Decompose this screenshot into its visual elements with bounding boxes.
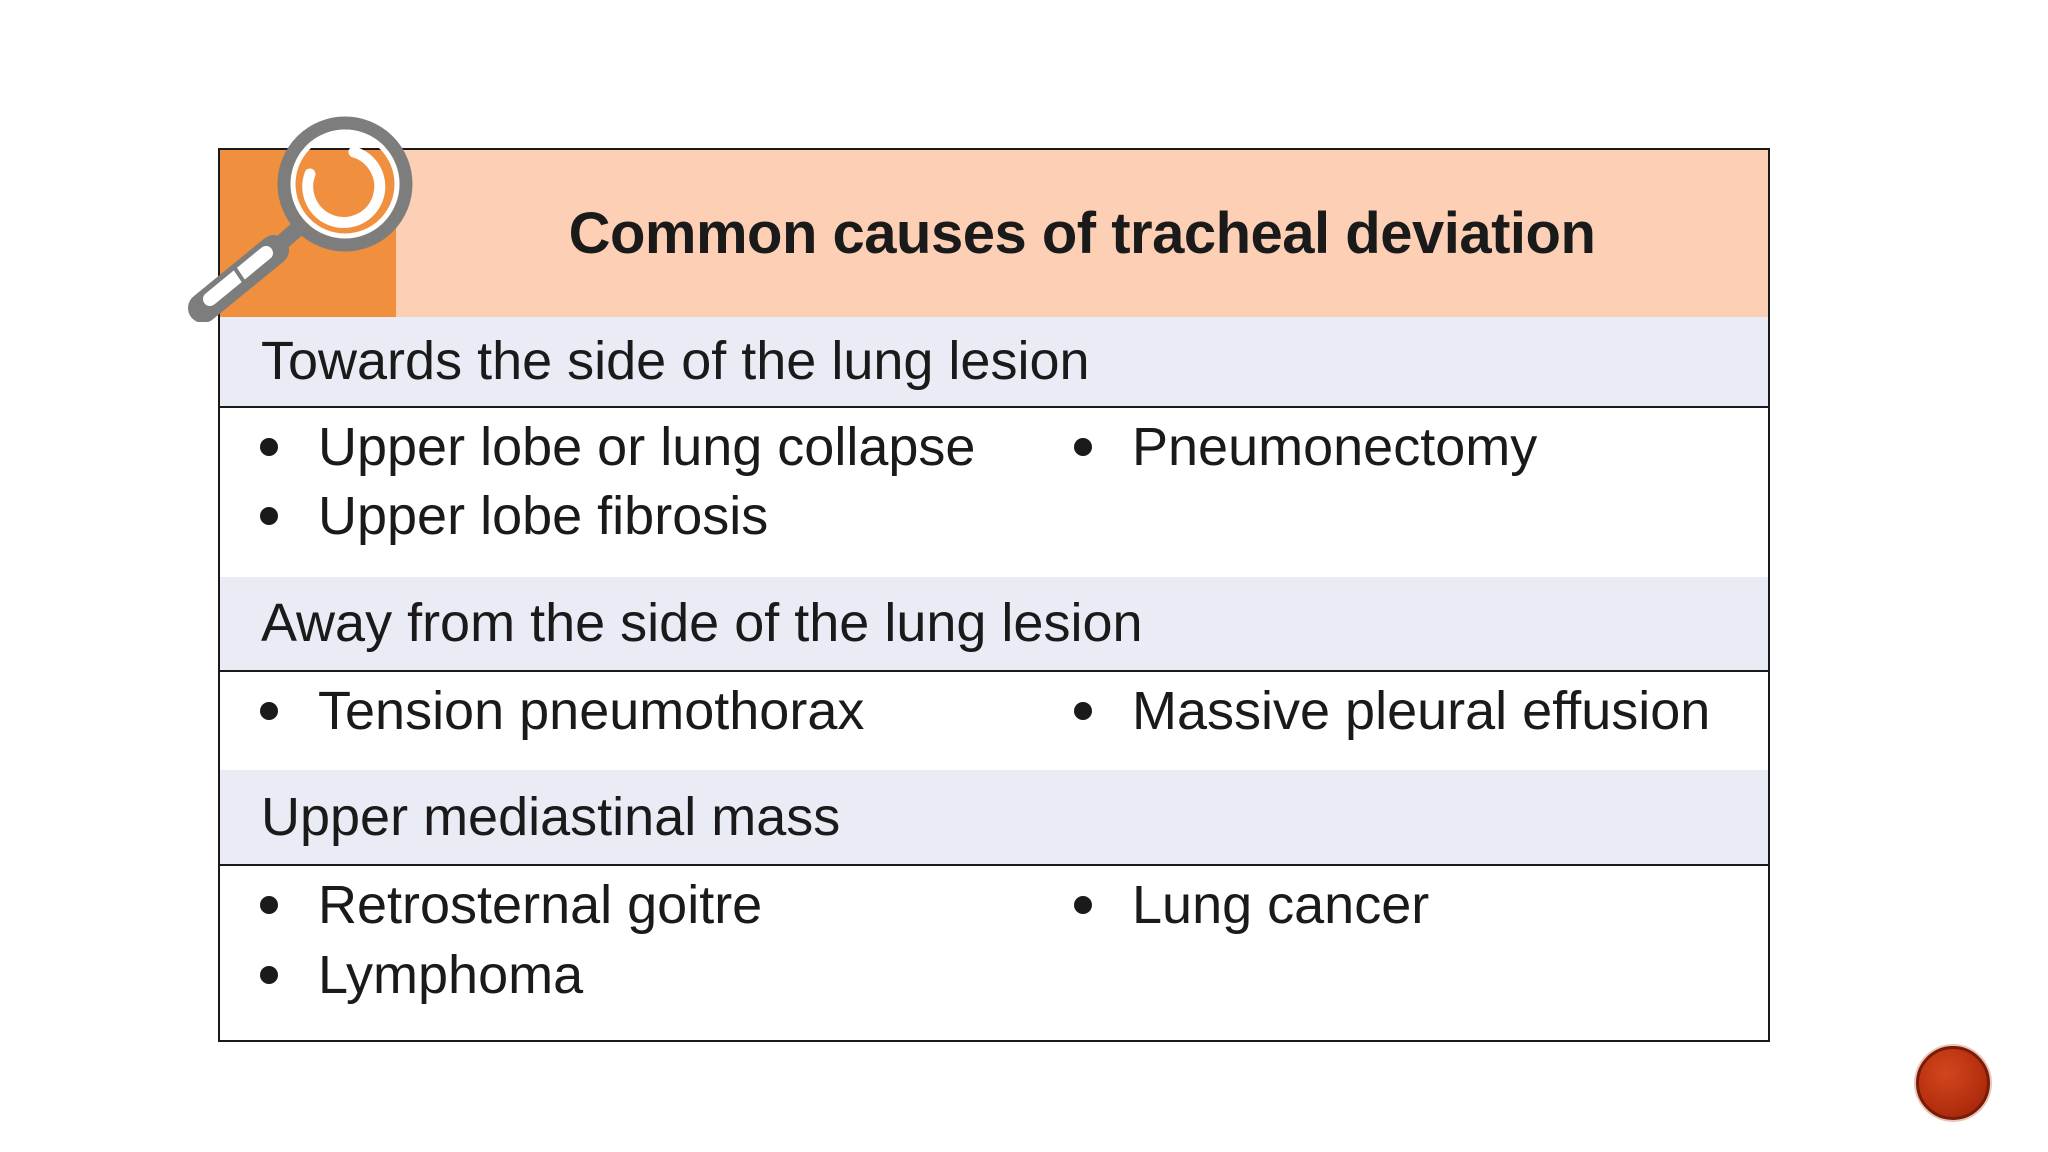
table-title: Common causes of tracheal deviation bbox=[568, 201, 1596, 266]
bullet-icon bbox=[260, 702, 278, 720]
list-item: Upper lobe or lung collapse bbox=[260, 416, 975, 478]
list-item: Tension pneumothorax bbox=[260, 680, 864, 742]
list-item: Upper lobe fibrosis bbox=[260, 485, 768, 547]
section-header-towards bbox=[220, 317, 1768, 408]
section-body-away bbox=[220, 672, 1768, 768]
bullet-icon bbox=[260, 438, 278, 456]
list-item: Pneumonectomy bbox=[1074, 416, 1537, 478]
list-item: Massive pleural effusion bbox=[1074, 680, 1710, 742]
section-body-towards bbox=[220, 408, 1768, 575]
bullet-icon bbox=[1074, 438, 1092, 456]
causes-table bbox=[218, 148, 1770, 1042]
bullet-icon bbox=[260, 966, 278, 984]
list-item: Retrosternal goitre bbox=[260, 874, 762, 936]
nav-button[interactable] bbox=[1916, 1046, 1990, 1120]
bullet-icon bbox=[260, 896, 278, 914]
list-item: Lymphoma bbox=[260, 944, 583, 1006]
section-header-label: Away from the side of the lung lesion bbox=[261, 593, 1143, 653]
bullet-icon bbox=[260, 507, 278, 525]
section-header-label: Towards the side of the lung lesion bbox=[261, 331, 1090, 391]
section-header-mediastinal bbox=[220, 770, 1768, 866]
list-item: Lung cancer bbox=[1074, 874, 1429, 936]
section-header-label: Upper mediastinal mass bbox=[261, 787, 841, 847]
bullet-icon bbox=[1074, 896, 1092, 914]
section-body-mediastinal bbox=[220, 866, 1768, 1040]
section-header-away bbox=[220, 577, 1768, 672]
bullet-icon bbox=[1074, 702, 1092, 720]
magnifying-glass-icon bbox=[186, 112, 426, 322]
title-bar bbox=[220, 150, 1768, 317]
